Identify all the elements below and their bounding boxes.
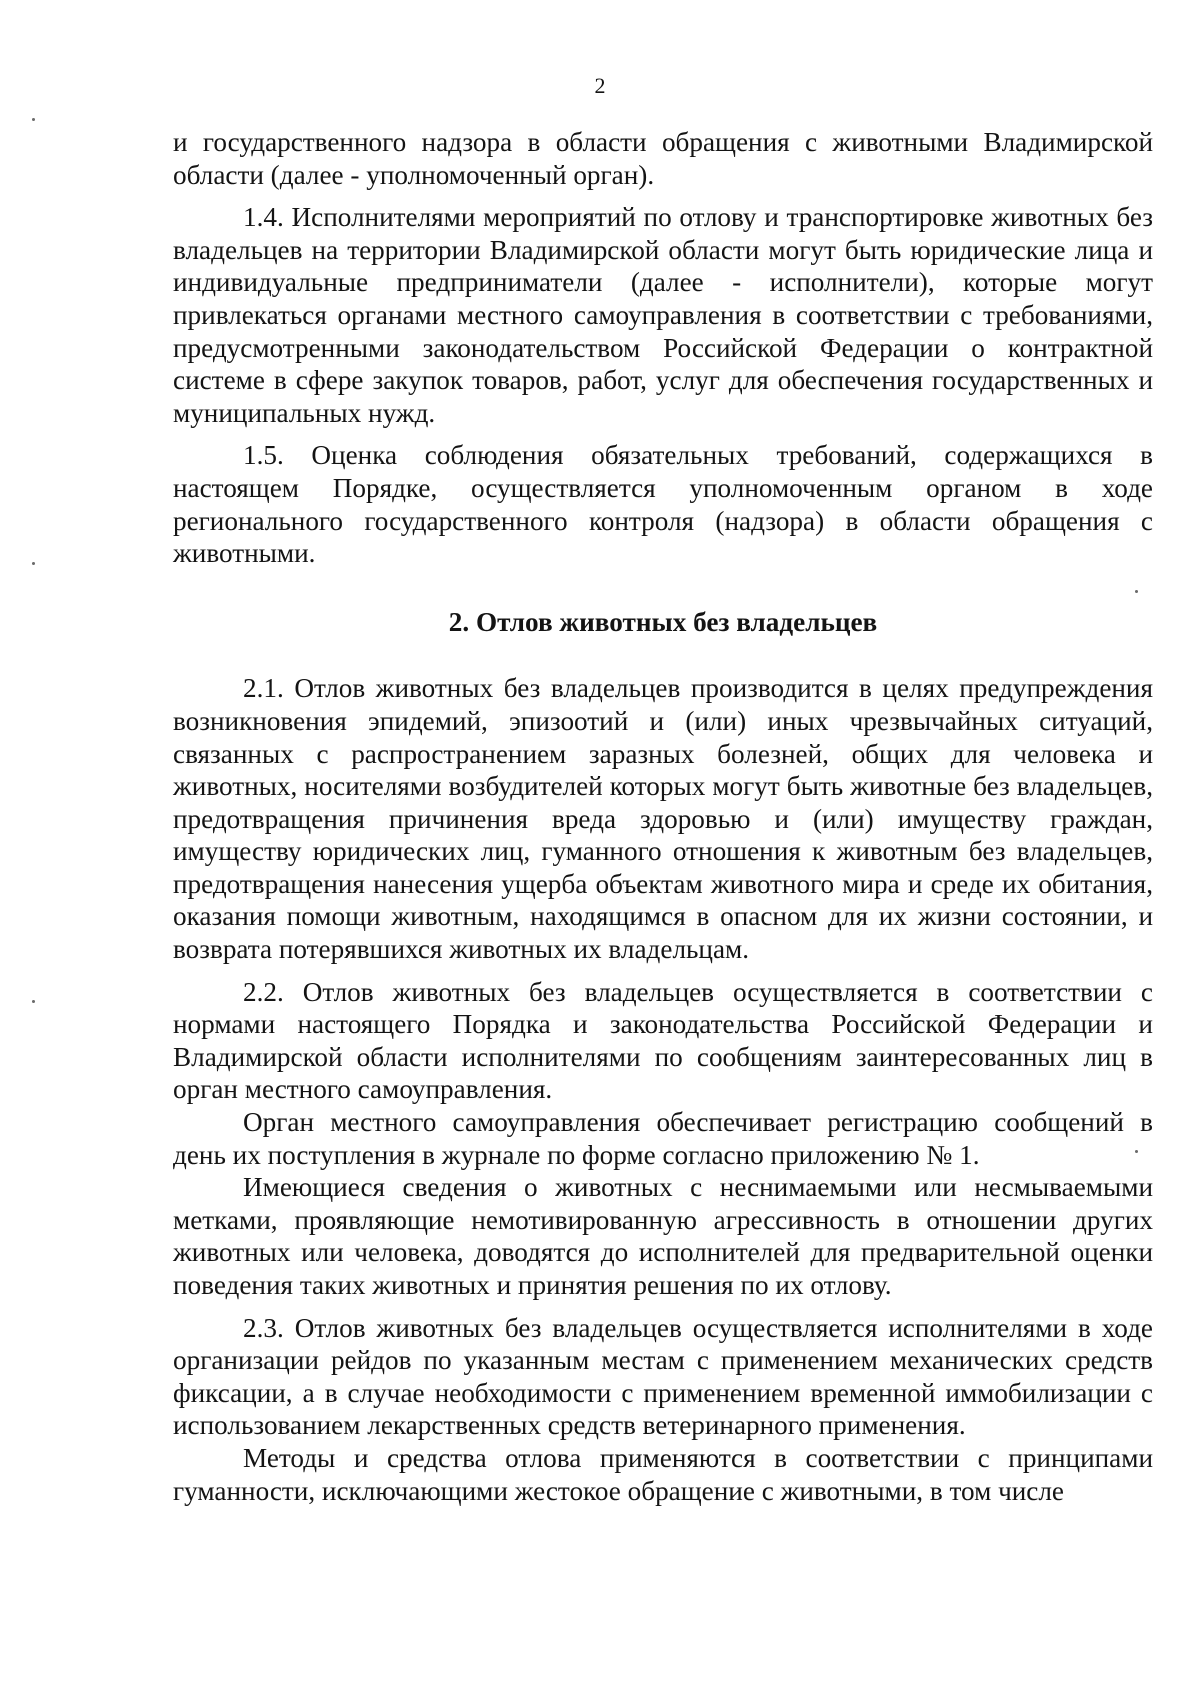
scan-speck [1135, 1150, 1138, 1153]
scan-speck [32, 1000, 35, 1003]
paragraph-2-2: 2.2. Отлов животных без владельцев осуществляется в соответствии с нормами настоящего Порядка и законодательства Российской Федерации и Владимирской области исполнителями по сообщениям заинтересованных лиц в орган местного самоуправления. [173, 976, 1153, 1105]
paragraph-2-3-methods: Методы и средства отлова применяются в соответствии с принципами гуманности, исключающими жестокое обращение с животными, в том числе [173, 1442, 1153, 1506]
scan-speck [1135, 590, 1138, 593]
paragraph-2-1: 2.1. Отлов животных без владельцев производится в целях предупреждения возникновения эпидемий, эпизоотий и (или) иных чрезвычайных ситуаций, связанных с распространением заразных болезней, общих для человека и животных, носителями возбудителей которых могут быть животные без владельцев, предотвращения причинения вреда здоровью и (или) имуществу граждан, имуществу юридических лиц, гуманного отношения к животным без владельцев, предотвращения нанесения ущерба объектам животного мира и среде их обитания, оказания помощи животным, находящимся в опасном для их жизни состоянии, и возврата потерявшихся животных их владельцам. [173, 673, 1153, 965]
scan-speck [32, 118, 35, 121]
paragraph-2-3: 2.3. Отлов животных без владельцев осуществляется исполнителями в ходе организации рейдов по указанным местам с применением механических средств фиксации, а в случае необходимости с применением временной иммобилизации с использованием лекарственных средств ветеринарного применения. [173, 1312, 1153, 1441]
section-2-heading: 2. Отлов животных без владельцев [448, 606, 878, 637]
scan-speck [32, 562, 35, 565]
paragraph-2-2-registration: Орган местного самоуправления обеспечивает регистрацию сообщений в день их поступления в журнале по форме согласно приложению № 1. [173, 1107, 1153, 1170]
document-body [173, 126, 1153, 1507]
paragraph-continuation: и государственного надзора в области обращения с животными Владимирской области (далее - уполномоченный орган). [173, 127, 1153, 190]
paragraph-1-5: 1.5. Оценка соблюдения обязательных требований, содержащихся в настоящем Порядке, осуществляется уполномоченным органом в ходе регионального государственного контроля (надзора) в области обращения с животными. [173, 440, 1153, 569]
page-number: 2 [594, 73, 606, 98]
paragraph-2-2-marks: Имеющиеся сведения о животных с неснимаемыми или несмываемыми метками, проявляющие немотивированную агрессивность в отношении других животных или человека, доводятся до исполнителей для предварительной оценки поведения таких животных и принятия решения по их отлову. [173, 1172, 1153, 1300]
paragraph-1-4: 1.4. Исполнителями мероприятий по отлову и транспортировке животных без владельцев на территории Владимирской области могут быть юридические лица и индивидуальные предприниматели (далее - исполнители), которые могут привлекаться органами местного самоуправления в соответствии с требованиями, предусмотренными законодательством Российской Федерации о контрактной системе в сфере закупок товаров, работ, услуг для обеспечения государственных и муниципальных нужд. [173, 202, 1153, 428]
